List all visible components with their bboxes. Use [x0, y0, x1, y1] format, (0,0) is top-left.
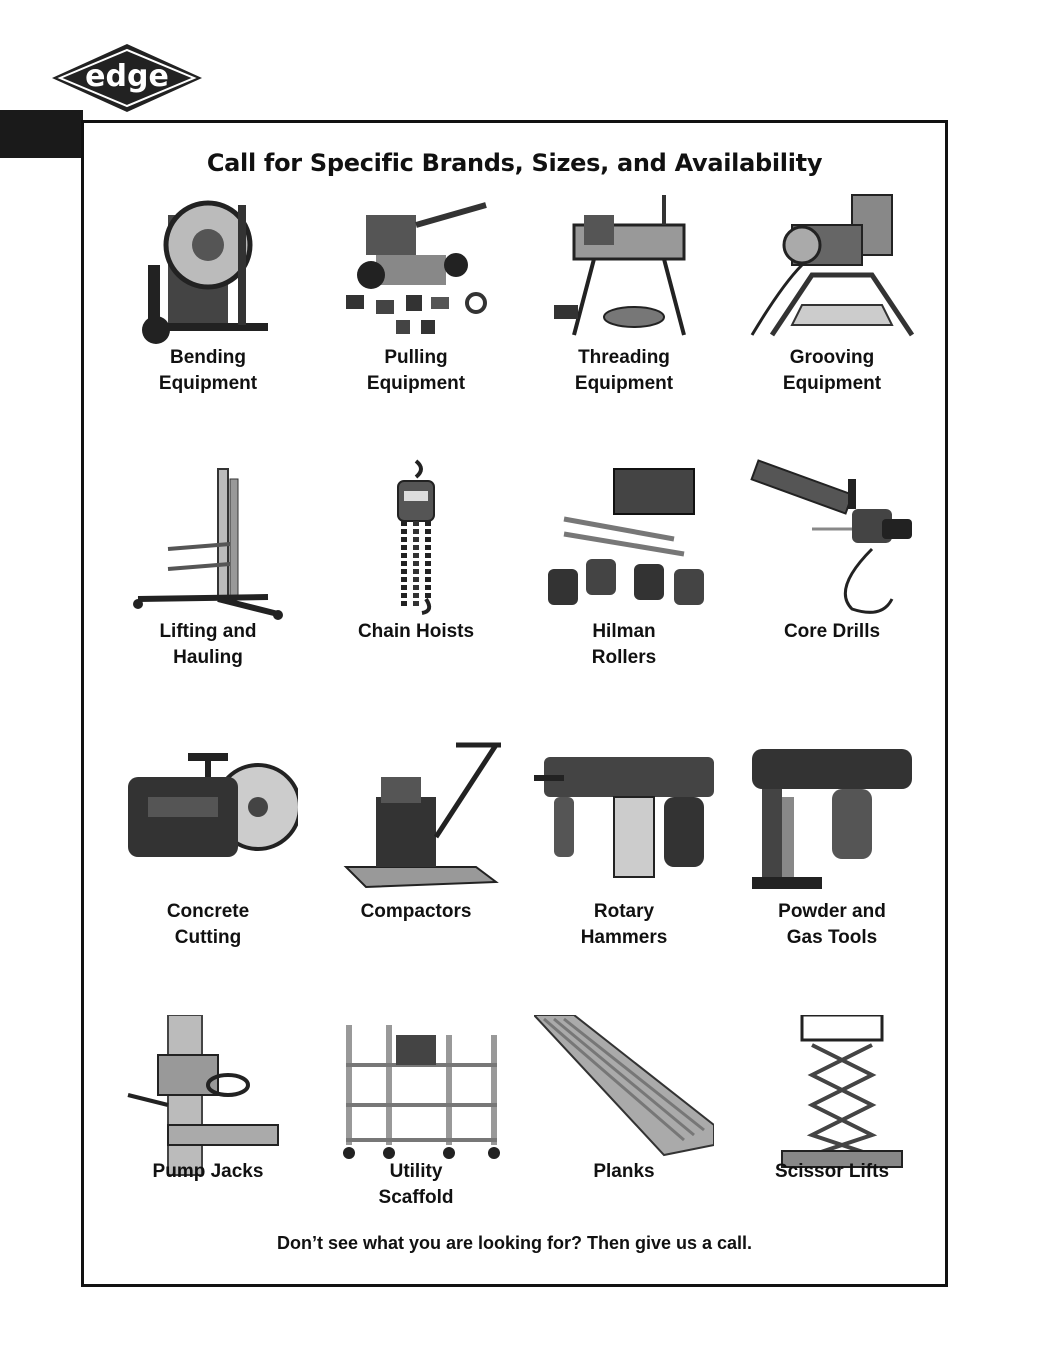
item-label [312, 345, 520, 397]
item-label-line2: Hammers [580, 927, 668, 948]
item-label-line1: Core Drills [783, 621, 881, 642]
item-label-line1: Threading [578, 347, 670, 368]
item-compactors [312, 737, 520, 997]
plate-compactor-icon [326, 737, 506, 901]
core-drill-icon [742, 459, 922, 623]
item-label-line2: Scaffold [378, 1187, 454, 1208]
item-powder-and-gas-tools [728, 737, 936, 997]
item-label-line1: Bending [170, 347, 246, 368]
rotary-hammer-icon [534, 737, 714, 901]
nail-gun-icon [742, 737, 922, 901]
item-label [104, 899, 312, 951]
item-label-line2: Rollers [591, 647, 657, 668]
item-label [728, 619, 936, 645]
scissor-lift-icon [742, 1015, 922, 1179]
item-label-line2: Hauling [173, 647, 243, 668]
item-label [520, 1159, 728, 1185]
item-label [520, 619, 728, 671]
item-label [728, 345, 936, 397]
edge-logo [48, 42, 206, 114]
item-label [104, 345, 312, 397]
material-lift-icon [118, 459, 298, 623]
item-label-line1: Grooving [789, 347, 875, 368]
pump-jack-icon [118, 1015, 298, 1179]
item-label [520, 345, 728, 397]
scaffold-icon [326, 1015, 506, 1179]
item-label-line2: Equipment [574, 373, 674, 394]
item-pulling-equipment [312, 185, 520, 445]
planks-icon [534, 1015, 714, 1179]
item-label [728, 1159, 936, 1185]
roll-groover-icon [742, 185, 922, 349]
pipe-threader-icon [534, 185, 714, 349]
item-threading-equipment [520, 185, 728, 445]
item-label-line1: Planks [593, 1161, 655, 1182]
item-label-line1: Compactors [360, 901, 472, 922]
item-label-line1: Pulling [384, 347, 448, 368]
item-chain-hoists [312, 459, 520, 719]
item-concrete-cutting [104, 737, 312, 997]
item-label-line1: Chain Hoists [357, 621, 475, 642]
item-label-line1: Hilman [592, 621, 656, 642]
item-label-line1: Utility [389, 1161, 443, 1182]
item-label [104, 1159, 312, 1185]
hilman-rollers-icon [534, 459, 714, 623]
equipment-grid [104, 185, 938, 1225]
item-label [728, 899, 936, 951]
item-core-drills [728, 459, 936, 719]
chain-hoist-icon [326, 459, 506, 623]
item-label [520, 899, 728, 951]
concrete-saw-icon [118, 737, 298, 901]
item-label [104, 619, 312, 671]
item-label-line2: Gas Tools [786, 927, 878, 948]
item-rotary-hammers [520, 737, 728, 997]
item-lifting-and-hauling [104, 459, 312, 719]
item-label-line1: Powder and [778, 901, 886, 922]
item-label [312, 1159, 520, 1211]
item-label-line1: Lifting and [159, 621, 257, 642]
item-label [312, 899, 520, 925]
pipe-bender-icon [118, 185, 298, 349]
item-hilman-rollers [520, 459, 728, 719]
item-label-line1: Pump Jacks [152, 1161, 264, 1182]
cable-puller-icon [326, 185, 506, 349]
item-label-line2: Cutting [174, 927, 242, 948]
item-grooving-equipment [728, 185, 936, 445]
logo-text: edge [85, 59, 169, 94]
item-label-line2: Equipment [366, 373, 466, 394]
item-label-line1: Rotary [593, 901, 655, 922]
item-label [312, 619, 520, 645]
item-label-line2: Equipment [782, 373, 882, 394]
item-bending-equipment [104, 185, 312, 445]
item-label-line2: Equipment [158, 373, 258, 394]
catalog-frame [81, 120, 948, 1287]
call-to-action-note: Don’t see what you are looking for? Then give us a call. [276, 1233, 753, 1253]
section-tab [0, 110, 83, 158]
item-label-line1: Concrete [166, 901, 250, 922]
item-label-line1: Scissor Lifts [774, 1161, 890, 1182]
page-title: Call for Specific Brands, Sizes, and Availability [206, 149, 823, 177]
